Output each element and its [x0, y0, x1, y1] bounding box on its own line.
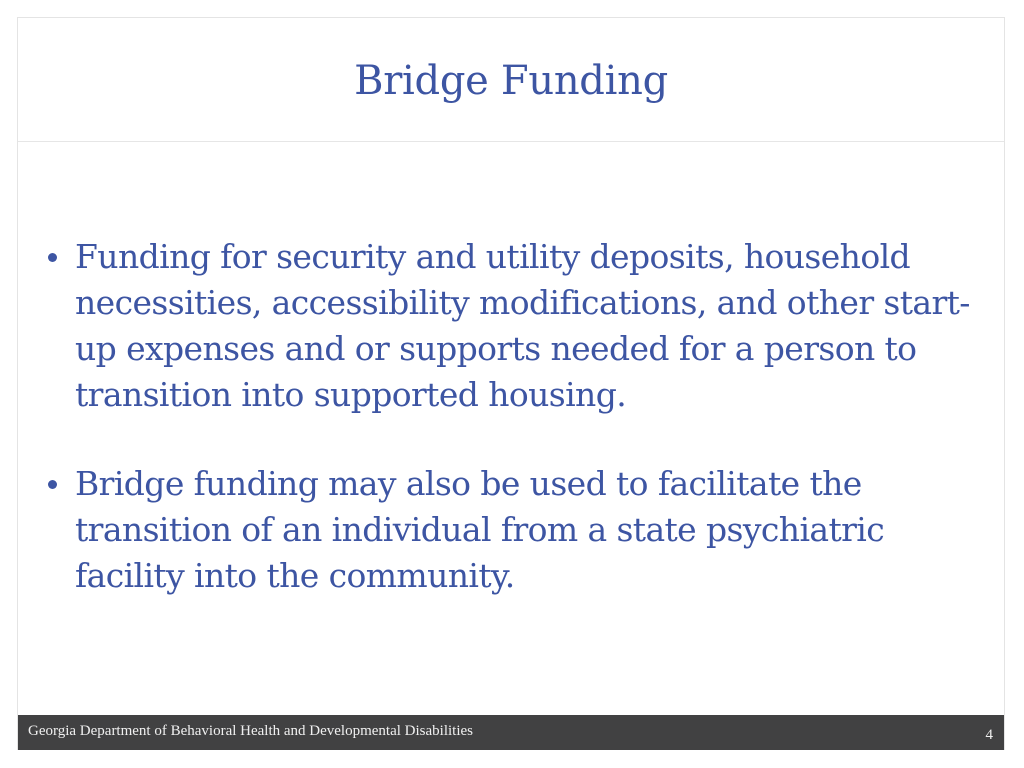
footer-organization: Georgia Department of Behavioral Health and Developmental Disabilities [28, 723, 473, 739]
page-number: 4 [985, 727, 993, 743]
bullet-dot-icon [48, 480, 57, 489]
footer-bar [18, 715, 1004, 750]
bullet-item [45, 234, 975, 418]
bullet-dot-icon [48, 253, 57, 262]
title-bar [18, 18, 1004, 142]
bullet-list [45, 234, 975, 599]
bullet-text: Funding for security and utility deposits, household necessities, accessibility modifications, and other start-up expenses and or supports needed for a person to transition into supported housing. [75, 237, 970, 414]
slide-title: Bridge Funding [354, 57, 668, 104]
bullet-item [45, 461, 975, 599]
bullet-text: Bridge funding may also be used to facilitate the transition of an individual from a state psychiatric facility into the community. [75, 464, 885, 595]
